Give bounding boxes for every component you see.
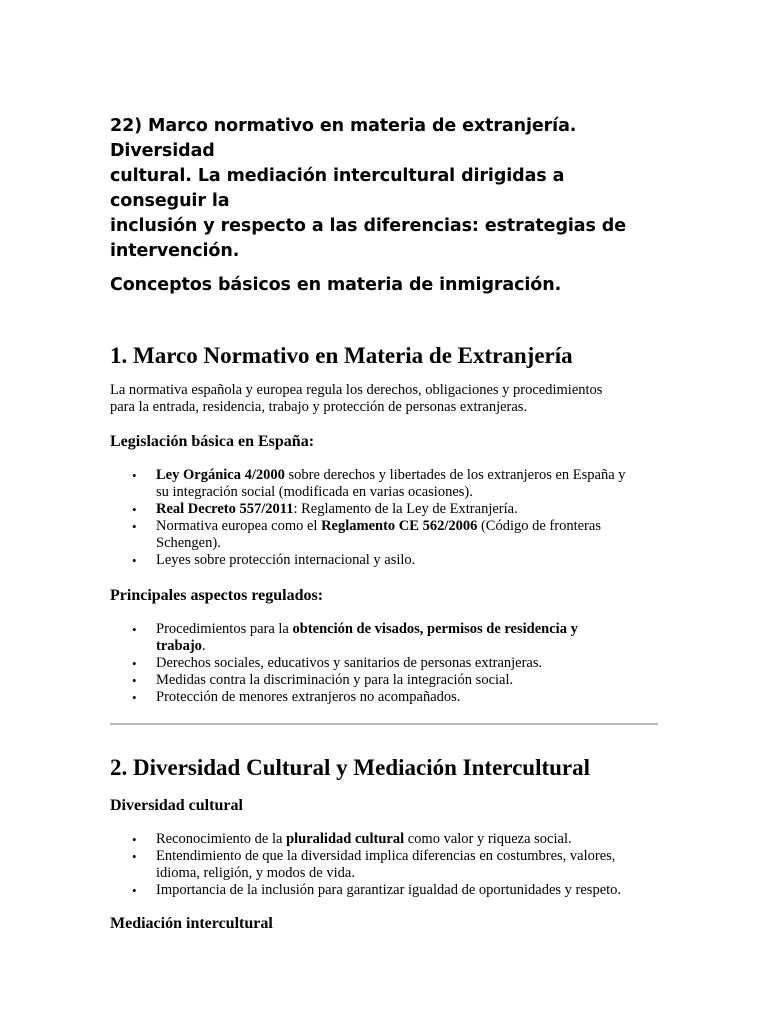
legislation-list bbox=[110, 467, 660, 569]
title-line: cultural. La mediación intercultural dirigidas a conseguir la bbox=[110, 166, 565, 211]
list-item: • Leyes sobre protección internacional y asilo. bbox=[156, 552, 660, 569]
section2-heading: 2. Diversidad Cultural y Mediación Intercultural bbox=[110, 755, 591, 780]
diversity-heading: Diversidad cultural bbox=[110, 797, 243, 814]
list-item: • Ley Orgánica 4/2000 sobre derechos y libertades de los extranjeros en España y su integración social (modificada en varias ocasiones). bbox=[156, 467, 660, 501]
section-divider bbox=[110, 723, 658, 725]
legislation-heading: Legislación básica en España: bbox=[110, 433, 315, 450]
list-item: • Entendimiento de que la diversidad implica diferencias en costumbres, valores, idioma, religión, y modos de vida. bbox=[156, 848, 660, 882]
section1-heading: 1. Marco Normativo en Materia de Extranjería bbox=[110, 343, 573, 368]
list-item: • Procedimientos para la obtención de visados, permisos de residencia y trabajo. bbox=[156, 621, 660, 655]
intro-line: para la entrada, residencia, trabajo y protección de personas extranjeras. bbox=[110, 399, 528, 415]
list-item: • Real Decreto 557/2011: Reglamento de la Ley de Extranjería. bbox=[156, 501, 660, 518]
section1-intro bbox=[110, 382, 660, 416]
document-subtitle: Conceptos básicos en materia de inmigración. bbox=[110, 275, 562, 295]
diversity-list bbox=[110, 831, 660, 899]
mediation-heading: Mediación intercultural bbox=[110, 915, 273, 932]
title-line: intervención. bbox=[110, 241, 240, 261]
aspects-list bbox=[110, 621, 660, 706]
list-item: • Derechos sociales, educativos y sanitarios de personas extranjeras. bbox=[156, 655, 660, 672]
aspects-heading: Principales aspectos regulados: bbox=[110, 587, 324, 604]
list-item: • Medidas contra la discriminación y para la integración social. bbox=[156, 672, 660, 689]
intro-line: La normativa española y europea regula los derechos, obligaciones y procedimientos bbox=[110, 382, 603, 398]
list-item: • Reconocimiento de la pluralidad cultural como valor y riqueza social. bbox=[156, 831, 660, 848]
title-line: 22) Marco normativo en materia de extranjería. Diversidad bbox=[110, 116, 577, 161]
title-line: inclusión y respecto a las diferencias: estrategias de bbox=[110, 216, 626, 236]
list-item: • Protección de menores extranjeros no acompañados. bbox=[156, 689, 660, 706]
list-item: • Importancia de la inclusión para garantizar igualdad de oportunidades y respeto. bbox=[156, 882, 660, 899]
list-item: • Normativa europea como el Reglamento CE 562/2006 (Código de fronteras Schengen). bbox=[156, 518, 660, 552]
document-title bbox=[110, 114, 660, 264]
document-page bbox=[110, 114, 660, 934]
